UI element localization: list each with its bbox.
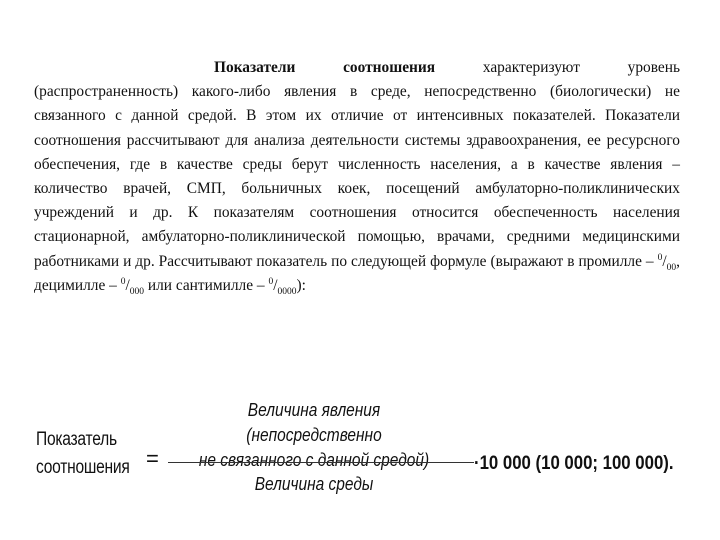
formula-label-line1: Показатель: [36, 429, 117, 450]
paragraph-text-4: ):: [296, 276, 306, 294]
formula-label-line2: соотношения: [36, 457, 130, 478]
paragraph-text-3: или сантимилле –: [143, 276, 269, 294]
formula-denominator: Величина среды: [254, 474, 374, 494]
paragraph-text-2: , децимилле –: [34, 252, 680, 294]
decimille-sup: 0: [120, 276, 126, 287]
formula-multiplier: ·10 000 (10 000; 100 000).: [474, 452, 674, 474]
centimille-sign: $^0/_{0000}$: [268, 276, 297, 297]
permille-sign: $^0/_{00}$: [657, 252, 677, 273]
permille-sub: 00: [666, 262, 677, 273]
formula-label: [36, 426, 130, 482]
formula-numerator-line2: не связанного с данной средой): [198, 450, 430, 470]
decimille-sub: 000: [129, 286, 144, 297]
formula-numerator-line1: Величина явления (непосредственно: [246, 400, 382, 445]
permille-sup: 0: [657, 252, 663, 263]
paragraph-text-1: характеризуют уровень (распространенность) какого-либо явления в среде, непосредственно (биологически) не связанного с данной средой. В этом их отличие от интенсивных показателей. Показатели соотношения рассчитывают для анализа деятельности системы здравоохранения, ее ресурсного обеспечения, где в качестве среды берут численность населения, а в качестве явления – количество врачей, СМП, больничных коек, посещений амбулаторно-поликлинических учреждений и др. К показателям соотношения относится обеспеченность населения стационарной, амбулаторно-поликлинической помощью, врачами, средними медицинскими работниками и др. Рассчитывают показатель по следующей формуле (выражают в промилле –: [34, 59, 680, 270]
formula-fraction-bar: [168, 462, 474, 463]
centimille-sub: 0000: [277, 286, 297, 297]
formula-equals-sign: =: [146, 446, 159, 471]
centimille-sup: 0: [268, 276, 274, 287]
decimille-sign: $^0/_{000}$: [120, 276, 144, 297]
term-bold: Показатели соотношения: [214, 59, 436, 76]
